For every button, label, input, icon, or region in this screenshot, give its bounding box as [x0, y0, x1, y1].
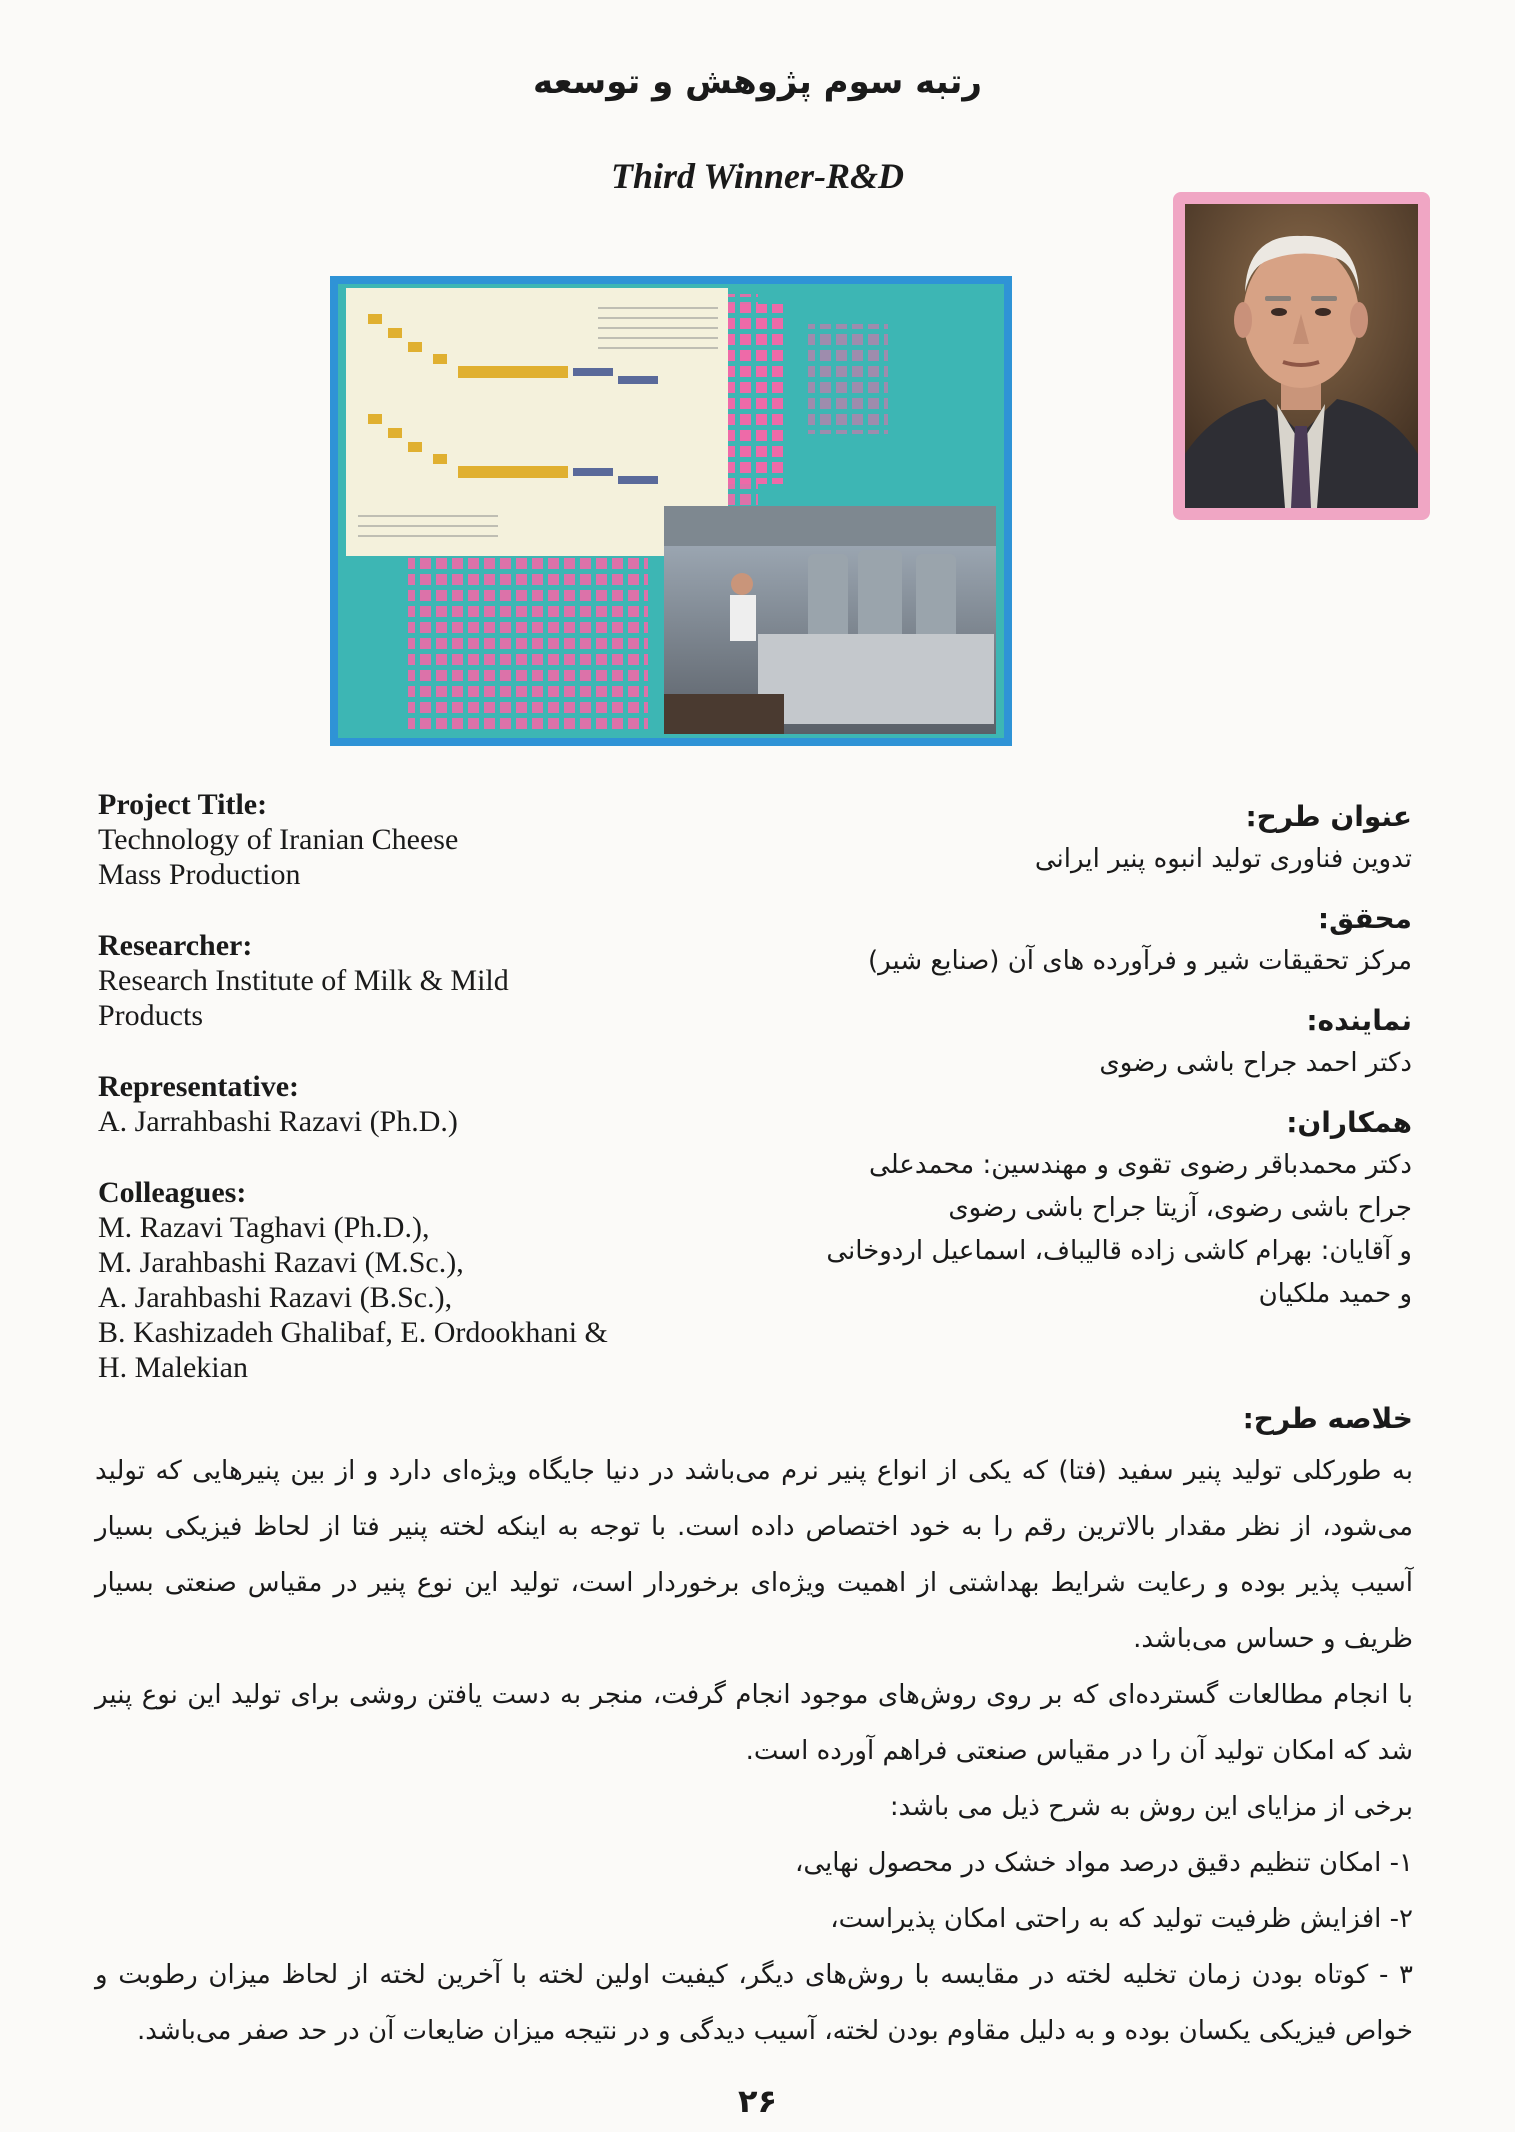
summary-paragraph: به طورکلی تولید پنیر سفید (فتا) که یکی از انواع پنیر نرم می‌باشد در دنیا جایگاه ویژه‌ای دارد و از بین پنیرهایی که تولید می‌شود، از نظر مقدار بالاترین رقم را به خود اختصاص داده است. با توجه به اینکه لخته پنیر فتا از لحاظ فیزیکی بسیار آسیب پذیر بوده و رعایت شرایط بهداشتی از اهمیت ویژه‌ای برخوردار است، تولید این نوع پنیر در مقیاس صنعتی بسیار ظریف و حساس می‌باشد. — [95, 1456, 1413, 1654]
colleagues-block-en — [98, 1175, 688, 1385]
project-collage-image — [338, 284, 1004, 738]
representative-block-en — [98, 1069, 688, 1139]
summary-list-item: ۳ - کوتاه بودن زمان تخلیه لخته در مقایسه با روش‌های دیگر، کیفیت اولین لخته با آخرین لخته از لحاظ میزان رطوبت و خواص فیزیکی یکسان بوده و به دلیل مقاوم بودن لخته، آسیب دیدگی و در نتیجه میزان ضایعات آن در حد صفر می‌باشد. — [95, 1960, 1413, 2046]
colleague-line: M. Razavi Taghavi (Ph.D.), — [98, 1211, 430, 1244]
colleagues-label-en: Colleagues: — [98, 1176, 247, 1209]
researcher-value-en: Research Institute of Milk & Mild Products — [98, 964, 509, 1032]
colleague-line-fa: و حمید ملکیان — [1258, 1279, 1412, 1309]
project-title-label-fa: عنوان طرح: — [1245, 800, 1412, 833]
colleagues-label-fa: همکاران: — [1286, 1106, 1412, 1139]
researcher-value-fa: مرکز تحقیقات شیر و فرآورده های آن (صنایع شیر) — [867, 946, 1412, 976]
colleague-line-fa: جراح باشی رضوی، آزیتا جراح باشی رضوی — [948, 1193, 1412, 1223]
researcher-label-fa: محقق: — [1317, 902, 1412, 935]
researcher-photo-frame — [1173, 192, 1430, 520]
researcher-block-en — [98, 928, 688, 1033]
english-details — [98, 787, 688, 1421]
persian-details — [740, 795, 1412, 1332]
project-summary — [95, 1395, 1413, 2059]
colleague-line: B. Kashizadeh Ghalibaf, E. Ordookhani & — [98, 1316, 608, 1349]
colleagues-block-fa — [740, 1101, 1412, 1316]
summary-paragraph: با انجام مطالعات گسترده‌ای که بر روی روش‌های موجود انجام گرفت، منجر به دست یافتن روشی برای تولید این نوع پنیر شد که امکان تولید آن را در مقیاس صنعتی فراهم آورده است. — [95, 1680, 1413, 1766]
colleague-line: M. Jarahbashi Razavi (M.Sc.), — [98, 1246, 464, 1279]
project-title-value-fa: تدوین فناوری تولید انبوه پنیر ایرانی — [1034, 844, 1412, 874]
summary-paragraph: برخی از مزایای این روش به شرح ذیل می باشد: — [889, 1792, 1413, 1822]
summary-list-item: ۱- امکان تنظیم دقیق درصد مواد خشک در محصول نهایی، — [794, 1848, 1413, 1878]
representative-label-en: Representative: — [98, 1070, 300, 1103]
researcher-photo — [1185, 204, 1418, 508]
page-number: ۲۶ — [737, 2082, 778, 2120]
summary-list-item: ۲- افزایش ظرفیت تولید که به راحتی امکان پذیراست، — [830, 1904, 1413, 1934]
summary-label: خلاصه طرح: — [1242, 1402, 1413, 1435]
project-collage-frame — [330, 276, 1012, 746]
project-title-block-fa — [740, 795, 1412, 881]
researcher-label-en: Researcher: — [98, 929, 253, 962]
colleague-line-fa: دکتر محمدباقر رضوی تقوی و مهندسین: محمدعلی — [869, 1150, 1412, 1180]
representative-block-fa — [740, 999, 1412, 1085]
page-title-english: Third Winner-R&D — [610, 156, 905, 196]
representative-label-fa: نماینده: — [1306, 1004, 1412, 1037]
project-title-label-en: Project Title: — [98, 788, 268, 821]
researcher-block-fa — [740, 897, 1412, 983]
page-title-persian: رتبه سوم پژوهش و توسعه — [532, 62, 982, 102]
colleague-line: H. Malekian — [98, 1351, 248, 1384]
colleague-line-fa: و آقایان: بهرام کاشی زاده قالیباف، اسماعیل اردوخانی — [826, 1236, 1412, 1266]
representative-value-en: A. Jarrahbashi Razavi (Ph.D.) — [98, 1105, 458, 1138]
colleague-line: A. Jarahbashi Razavi (B.Sc.), — [98, 1281, 453, 1314]
representative-value-fa: دکتر احمد جراح باشی رضوی — [1099, 1048, 1412, 1078]
project-title-value-en: Technology of Iranian Cheese Mass Production — [98, 823, 459, 891]
project-title-block-en — [98, 787, 688, 892]
